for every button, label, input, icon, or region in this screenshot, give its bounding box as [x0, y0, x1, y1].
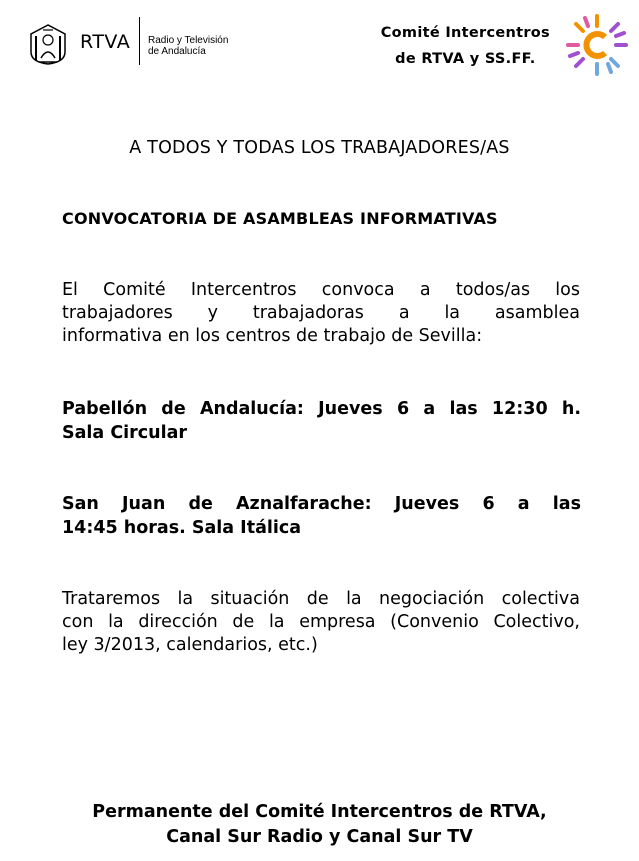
- event-pabellon-line1: Pabellón de Andalucía: Jueves 6 a las 12:30 h.: [62, 399, 581, 419]
- rtva-subtitle-line1: Radio y Televisión: [148, 35, 229, 46]
- comite-sun-icon: [566, 14, 628, 76]
- event-pabellon: [62, 397, 581, 445]
- andalucia-seal-icon: [27, 22, 69, 66]
- letterhead: [0, 0, 639, 90]
- comite-name: [381, 20, 550, 72]
- intro-line1: El Comité Intercentros convoca a todos/as los: [62, 280, 580, 300]
- closing-line2: con la dirección de la empresa (Convenio Colectivo,: [62, 612, 580, 632]
- closing-line3: ley 3/2013, calendarios, etc.): [62, 635, 318, 655]
- announcement-heading: CONVOCATORIA DE ASAMBLEAS INFORMATIVAS: [62, 209, 498, 228]
- event-pabellon-line2: Sala Circular: [62, 423, 188, 443]
- event-san-juan: [62, 492, 581, 540]
- rtva-brand: RTVA: [80, 31, 131, 53]
- rtva-subtitle-line2: de Andalucía: [148, 46, 206, 57]
- comite-name-line1: Comité Intercentros: [380, 25, 550, 41]
- intro-line3: informativa en los centros de trabajo de Sevilla:: [62, 326, 483, 346]
- footer-line1: Permanente del Comité Intercentros de RTVA,: [92, 802, 547, 822]
- event-san-juan-line1: San Juan de Aznalfarache: Jueves 6 a las: [62, 494, 581, 514]
- closing-line1: Trataremos la situación de la negociación colectiva: [62, 589, 580, 609]
- page-title: A TODOS Y TODAS LOS TRABAJADORES/AS: [129, 138, 510, 158]
- closing-paragraph: [62, 588, 580, 657]
- logo-divider: [139, 17, 140, 65]
- footer-line2: Canal Sur Radio y Canal Sur TV: [166, 827, 473, 847]
- intro-line2: trabajadores y trabajadoras a la asamblea: [62, 303, 580, 323]
- comite-name-line2: de RTVA y SS.FF.: [395, 51, 536, 67]
- signature-footer: [0, 800, 639, 850]
- intro-paragraph: [62, 279, 580, 348]
- event-san-juan-line2: 14:45 horas. Sala Itálica: [62, 518, 302, 538]
- rtva-subtitle: [148, 35, 228, 57]
